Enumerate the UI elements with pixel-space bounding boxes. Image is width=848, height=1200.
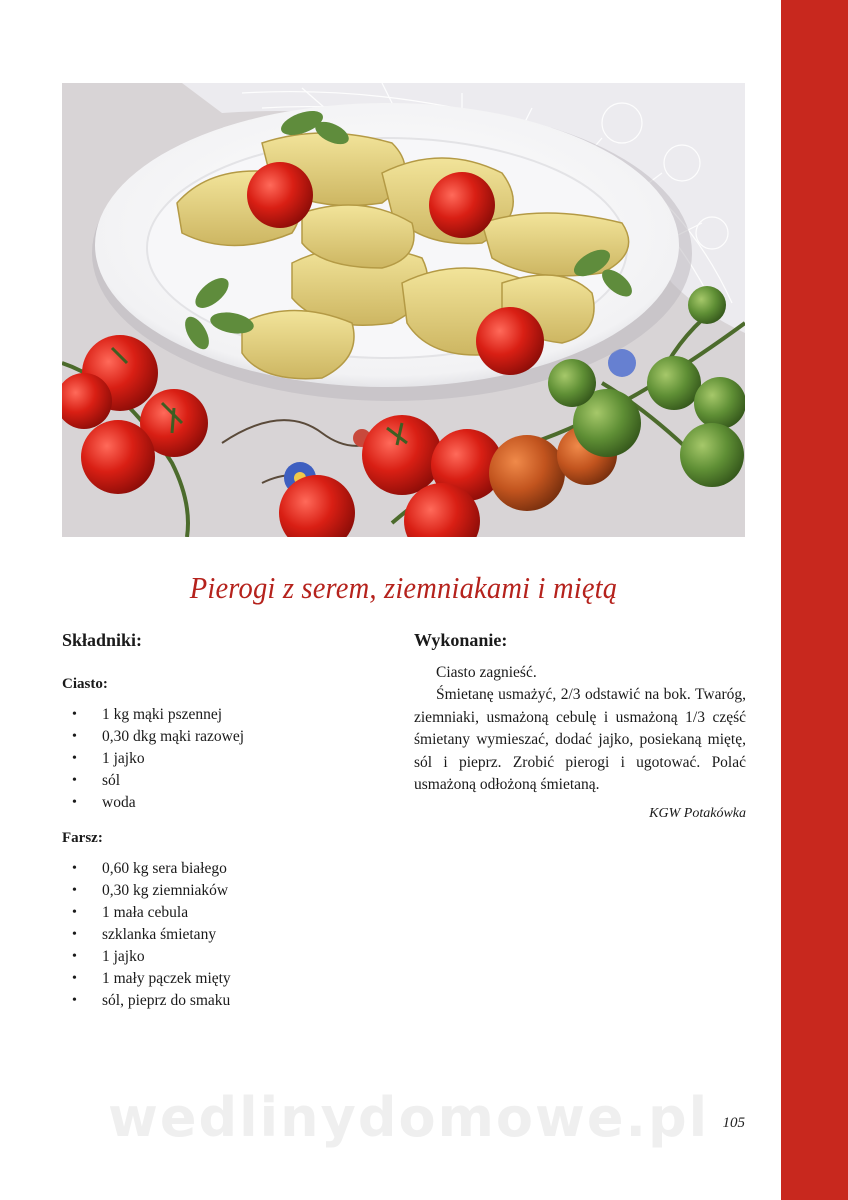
list-item: • woda (62, 792, 382, 814)
dough-heading: Ciasto: (62, 676, 108, 692)
method-heading: Wykonanie: (414, 630, 508, 650)
bullet-icon: • (72, 861, 77, 876)
bullet-icon: • (72, 795, 77, 810)
recipe-title: Pierogi z serem, ziemniakami i miętą (189, 570, 618, 605)
list-item: • sól (62, 770, 382, 792)
ingredients-heading: Składniki: (62, 630, 143, 650)
watermark: wedlinydomowe.pl (108, 1086, 710, 1149)
recipe-photo (62, 83, 745, 537)
filling-list (62, 858, 382, 1012)
list-item: • 1 jajko (62, 946, 382, 968)
filling-heading: Farsz: (62, 830, 103, 846)
list-item: • 1 mały pączek mięty (62, 968, 382, 990)
bullet-icon: • (72, 905, 77, 920)
bullet-icon: • (72, 729, 77, 744)
bullet-icon: • (72, 993, 77, 1008)
list-item: • sól, pieprz do smaku (62, 990, 382, 1012)
list-item: • 0,60 kg sera białego (62, 858, 382, 880)
bullet-icon: • (72, 949, 77, 964)
list-item: • 1 jajko (62, 748, 382, 770)
ingredients-section (62, 628, 382, 1012)
bullet-icon: • (72, 883, 77, 898)
bullet-icon: • (72, 707, 77, 722)
bullet-icon: • (72, 773, 77, 788)
bullet-icon: • (72, 971, 77, 986)
page-number: 105 (722, 1115, 745, 1131)
list-item: • 0,30 dkg mąki razowej (62, 726, 382, 748)
pierogi-photo-illustration (62, 83, 745, 537)
list-item: • 0,30 kg ziemniaków (62, 880, 382, 902)
list-item: • szklanka śmietany (62, 924, 382, 946)
bullet-icon: • (72, 751, 77, 766)
recipe-author: KGW Potakówka (649, 806, 746, 822)
list-item: • 1 kg mąki pszennej (62, 704, 382, 726)
bullet-icon: • (72, 927, 77, 942)
dough-list (62, 704, 382, 814)
list-item: • 1 mała cebula (62, 902, 382, 924)
method-paragraph-1: Ciasto zagnieść. (436, 664, 537, 681)
red-side-band (781, 0, 848, 1200)
method-paragraph-2: Śmietanę usmażyć, 2/3 odstawić na bok. Twaróg, ziemniaki, usmażoną cebulę i usmażoną 1/3 część śmietany wymieszać, dodać jajko, posiekaną miętę, sól i pieprz. Zrobić pierogi i ugotować. Polać usmażoną odłożoną śmietaną. (414, 686, 746, 794)
method-section (414, 628, 746, 822)
